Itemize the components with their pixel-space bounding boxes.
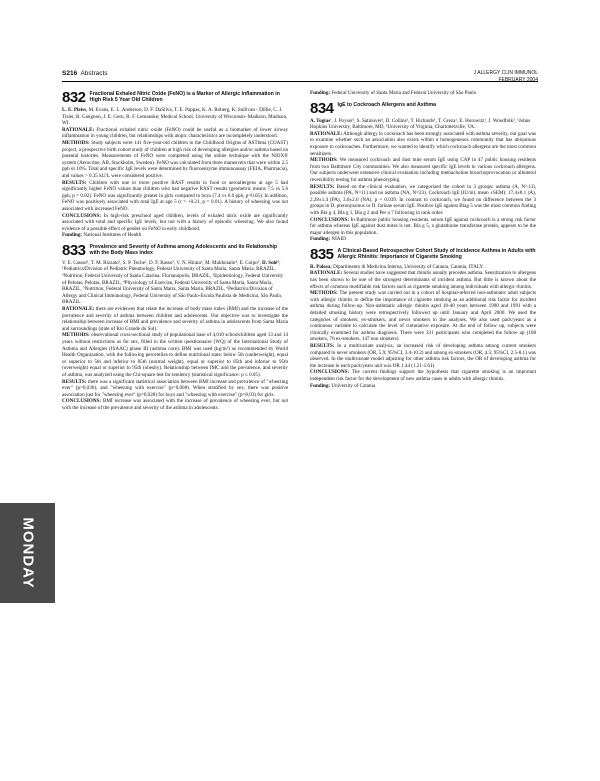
issue-date: FEBRUARY 2004 [498, 76, 538, 83]
author-affiliations: ; Dipartimento di Medicina Interna, University of Catania, Catania, ITALY. [330, 263, 484, 270]
rationale-label: RATIONALE: [62, 306, 95, 313]
conclusions-text: BMI increase was associated with the increase of prevalence of wheezing ever, but not with the increase of the prevalence and severity of the asthma in adolescents. [62, 398, 288, 411]
rationale-section [310, 270, 536, 290]
methods-text: Study subjects were 141 five-year-old children in the Childhood Origins of ASThma (COAST) project, a prospective birth cohort study of children at high risk of developing allergies and/or asthma based on parental histories. Measurements of FeNO were completed using the online technique with the NIOX® system (Aerocrine, AB, Stockholm, Sweden). FeNO was calculated from three maneuvers that were within 2.5 ppb or 10%. Total and specific IgE levels were determined by fluoroenzyme immunoassay (FEIA, Pharmacia), and values > 0.35 kU/L were considered positive. [62, 139, 289, 179]
conclusions-label: CONCLUSIONS: [310, 216, 350, 223]
methods-label: METHODS: [310, 290, 338, 297]
abstract-title: Prevalence and Severity of Asthma among Adolescents and its Relationship with the Body Mass Index [89, 243, 278, 257]
section-name: Abstracts [80, 70, 108, 77]
methods-section [310, 157, 536, 183]
presenting-author: D. Solé [262, 259, 278, 266]
abstract-title: IgE to Cockroach Allergens and Asthma [337, 101, 437, 108]
results-text: there was a significant statistical association between BMI increase and prevalence of "wheezing ever" (p=0,036), and "wheezing with exercise" (p=0,008). When stratified by sex, there was positive association just for "wheezing ever" (p=0,028) for boys and "wheezing with exercise" (p=0,03) for girls. [62, 378, 288, 398]
abstract-832 [62, 90, 288, 239]
rationale-label: RATIONALE: [62, 126, 95, 133]
author-list [310, 118, 536, 131]
funding-label: Funding: [310, 382, 331, 389]
results-text: Based on the clinical evaluation, we categorized the cohort in 3 groups: asthma (A, N=13), possible asthma (PA, N=11) and no asthma (NA, N=23). Cockroach IgE (IU/ml, mean ±SEM): 17.4±8.1 (A), 2.28±1.4 (PA), 3.0±2.0 (NA), p = 0.039. In contrast to cockroach, we found no difference between the 3 groups in D. pteronyssinus or D. farinae serum IgE. Positive IgE against Blag 5 was the most common finding with Bla g 4, Bla g 1, Bla g 2 and Per a 7 following in rank order. [310, 183, 536, 216]
funding-text: Federal University of Santa Maria and Federal University of São Paulo [331, 90, 477, 96]
methods-text: The present study was carried out in a cohort of hospital-referred non-asthmatic adult subjects with allergic rhinitis to define the importance of cigarette smoking as an additional risk factor for incident asthma during follow-up. Non-asthmatic allergic rhinitis aged 18-40 years between 1990 and 1991 with a detailed smoking history were retrospectively followed up until January and April 2000. We used the categories of smokers, ex-smokers, and never smokers in the analyses. We also used pack/years as a continuous variable to calculate the level of cumulative exposure. At the end of follow up, subjects were clinically examined for asthma diagnosis. There were 331 participants who completed the follow up (108 smokers, 76 ex-smokers, 147 non smokers). [310, 290, 536, 343]
funding-text: NIAID [331, 236, 346, 243]
methods-label: METHODS: [62, 332, 90, 339]
conclusions-section [62, 398, 288, 411]
journal-name: J ALLERGY CLIN IMMUNOL [473, 70, 538, 76]
left-column [62, 90, 288, 416]
results-section [62, 379, 288, 399]
methods-section [62, 140, 288, 180]
abstract-header [310, 101, 536, 116]
abstract-834 [310, 101, 536, 243]
author-list [310, 264, 536, 271]
results-label: RESULTS: [310, 343, 335, 349]
conclusions-text: The current findings support the hypothesis that cigarette smoking is an important independent risk factor for the development of new asthma cases in adults with allergic rhinitis. [310, 369, 536, 382]
conclusions-section [310, 217, 536, 237]
abstract-835 [310, 247, 536, 389]
methods-text: observational cross-sectional study of populational base of 4,010 schoolchildren aged 13 and 14 years without restrictions as for sex, filled in the written questionnaire (WQ) of the International Study of Asthma and Allergies (ISAAC) phase III (asthma core). BMI was used (kg/m²) as recommended by World Health Organization, with the following percentiles to define nutritional state: below 5th (underweight), equal or superior to 5th and inferior to 85th (normal weight), equal or superior to 85th and inferior to 95th (overweight) equal or superior to 95th (obesity). Relationship between IMC and the prevalence, and severity of asthma, was analyzed using the Chi-square test for tendency (statistical significance: p ≤ 0.05). [62, 332, 289, 378]
co-authors: V. E. Cassol¹, T. M. Rizzato¹, S. P. Teche¹, D. F. Basso², V. N. Hirata³, M. Maldonado⁴, E. Colpo⁵, [62, 259, 263, 266]
results-label: RESULTS: [62, 378, 87, 385]
rationale-section [62, 127, 288, 140]
conclusions-text: In Baltimore public housing residents, serum IgE against cockroach is a strong risk factor for asthma whereas IgE against dust mites is not. Bla g 5, a glutathione transferase protein, appears to be the major allergen in this population. [310, 216, 536, 236]
results-section [62, 180, 288, 213]
conclusions-label: CONCLUSIONS: [62, 398, 102, 405]
abstract-header [62, 243, 288, 258]
methods-label: METHODS: [62, 139, 90, 146]
page-label: S216 [62, 70, 78, 77]
funding-section [62, 232, 288, 239]
abstract-header [62, 90, 288, 105]
author-list [62, 260, 288, 306]
conclusions-label: CONCLUSIONS: [310, 369, 350, 376]
results-text: Children with one or more positive RAST results to food or aeroallergens at age 5 had significantly higher FeNO values than children who had negative RAST results (geometric means 7.5 vs 5.6 ppb, p = 0.02). FeNO was significantly greater in girls compared to boys (7.4 vs 6.0 ppb, p=0.05). In addition, FeNO was positively associated with total IgE at age 5 (r = +0.21, p = 0.01). A history of wheezing was not associated with increased FeNO. [62, 179, 288, 212]
header-rule [62, 81, 538, 82]
rationale-label: RATIONALE: [310, 270, 343, 277]
author-affiliations: ⁶; ¹Pediatrics/Division of Pediatric Pneumology, Federal University of Santa Maria, Santa Maria, BRAZIL, ²Nutrition, Federal University of Santa Catarina, Florianópolis, BRAZIL, ³Epidemiology, Federal University of Pelotas, Pelotas, BRAZIL, ⁴Physiology of Exercise, Federal University of Santa Maria, Santa Maria, BRAZIL, ⁵Nutrition, Federal University of Santa Maria, Santa Maria, BRAZIL, ⁶Pediatrics/Division of Allergy and Clinical Immunology, Federal University of São Paulo-Escola Paulista de Medicina, São Paulo, BRAZIL. [62, 259, 284, 306]
funding-section-833 [310, 90, 536, 97]
presenting-author: R. Polosa [310, 263, 331, 270]
methods-text: We measured cockroach and dust mite serum IgE using CAP in 47 public housing residents from two Baltimore City communities. We also measured specific IgE levels to various cockroach allergens. Our subjects underwent extensive clinical evaluation including methacholine bronchoprovocation or albuterol reversibility testing for asthma phenotyping. [310, 157, 537, 183]
abstract-number: 835 [310, 245, 334, 263]
rationale-label: RATIONALE: [310, 130, 343, 137]
rationale-section [62, 306, 288, 332]
abstract-header [310, 247, 536, 262]
funding-text: National Institutes of Health [83, 232, 142, 239]
day-side-tab [0, 503, 55, 603]
funding-text: University of Catania [331, 382, 376, 389]
right-column [310, 90, 536, 393]
rationale-section [310, 131, 536, 157]
presenting-author: A. Togias [310, 117, 331, 124]
page-header-left [62, 70, 108, 77]
results-label: RESULTS: [62, 179, 87, 186]
abstract-title: Fractional Exhaled Nitric Oxide (FeNO) is a Marker of Allergic Inflammation in High Risk 5 Year Old Children [89, 91, 280, 104]
funding-section [310, 383, 536, 390]
results-label: RESULTS: [310, 183, 335, 190]
author-affiliations: , M. Evans, E. L. Anderson, D. F. DaSilva, T. E. Pappas, K. A. Roberg, K. Sullivan - Dillie, C. J. Tisler, R. Gangnon, J. E. Gern, R. F. Lemanske; Medical School, University of Wisconsin- Madison, Madison, WI. [62, 107, 288, 127]
methods-section [310, 290, 536, 343]
rationale-text: Fractional exhaled nitric oxide (FeNO) could be useful as a biomarker of lower airway inflammation in young children, but relationships with atopic characteristics are incompletely understood. [62, 126, 288, 140]
abstract-title: A Clinical-Based Retrospective Cohort Study of Incidence Asthma in Adults with Allergic Rhinitis: Importance of Cigarette Smoking [337, 247, 536, 261]
conclusions-label: CONCLUSIONS: [62, 212, 102, 219]
results-section [310, 343, 536, 369]
presenting-author: L. E. Pleiss [62, 107, 87, 113]
conclusions-section [62, 213, 288, 233]
funding-label: Funding: [310, 90, 331, 96]
results-text: In a multivariate analysis, an increased risk of developing asthma among current smokers compared to never smokers (OR, 5.9; 95%CI, 3.4-10.2) and among ex-smokers (OR, 4.5; 95%CI, 2.5-8.1) was observed. In the multivariate model adjusting for other asthma risk factors, the OR of developing asthma for the increase in each pack/years unit was OR 1.44 (1.21-1.61). [310, 343, 536, 369]
conclusions-text: In high-risk preschool aged children, levels of exhaled nitric oxide are significantly associated with total and specific IgE levels, but not with a history of episodic wheezing. We also found evidence of a possible effect of gender on FeNO in early childhood. [62, 212, 288, 232]
conclusions-section [310, 369, 536, 382]
rationale-text: Several studies have suggested that rhinitis usually precedes asthma. Sensitization to allergens has been shown to be one of the strongest determinants of incident asthma. But little is known about the effects of common modifiable risk factors such as cigarette smoking among individuals with allergic rhinitis. [310, 270, 536, 290]
abstract-833 [62, 243, 288, 412]
rationale-text: there are evidences that relate the increase of body mass index (BMI) and the increase of the prevalence and severity of asthma between children and adolescents. Our objective was to investigate the relationship between increase of BMI and prevalence and severity of asthma in adolescents from Santa Maria and surroundings (state of Rio Grande do Sul). [62, 306, 289, 332]
methods-section [62, 332, 288, 378]
abstract-number: 834 [310, 99, 334, 117]
methods-label: METHODS: [310, 157, 338, 164]
author-list [62, 107, 288, 127]
author-affiliations: ¹, J. Poyser¹, S. Satinover², D. Collins¹, T. Richards¹, T. Greza¹, E. Horowitz¹, J. Woodfolk², ¹Johns Hopkins University, Baltimore, MD, ²University of Virginia, Charlottesville, VA. [310, 117, 531, 131]
funding-label: Funding: [62, 232, 83, 239]
abstract-number: 832 [62, 89, 86, 106]
abstract-number: 833 [62, 241, 86, 259]
funding-section [310, 236, 536, 243]
funding-label: Funding: [310, 236, 331, 243]
rationale-text: Although allergy to cockroach has been strongly associated with asthma severity, our goal was to examine whether such an association also exists within a homogeneous community that has ubiquitous exposure to cockroaches. Furthermore, we wanted to identify which cockroach allergens are the most common sensitizers. [310, 130, 536, 157]
results-section [310, 184, 536, 217]
day-label: MONDAY [19, 517, 36, 589]
